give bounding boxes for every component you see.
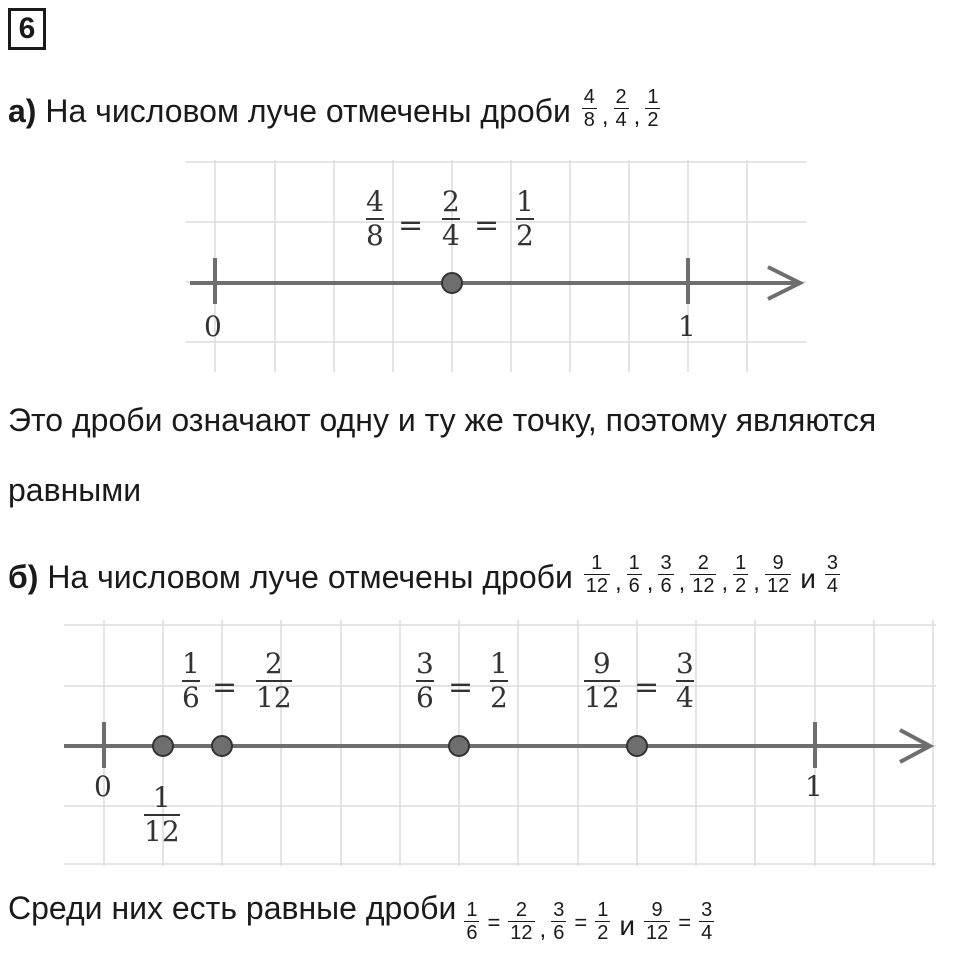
equal-sign: = (634, 670, 660, 705)
grid-a (186, 160, 806, 372)
fraction: 3 6 (660, 552, 672, 597)
diagram-b-fraction: 2 12 (256, 647, 292, 714)
separator: , (753, 569, 760, 596)
separator: , (678, 569, 686, 596)
conclusion-a-line1: Это дроби означают одну и ту же точку, поэтому являются (8, 402, 877, 438)
part-a-intro: На числовом луче отмечены дроби (36, 93, 571, 129)
separator: , (646, 569, 654, 596)
number-line-diagram-b (64, 620, 936, 868)
equal-sign: = (487, 910, 501, 935)
fraction: $\frac{2}{12}$ (510, 899, 533, 944)
fraction: 2 4 (615, 86, 627, 131)
fraction: 4 8 (583, 86, 595, 131)
fraction: $\frac{9}{12}$ (645, 899, 669, 944)
diagram-a-fraction: 4 8 (366, 185, 384, 252)
conclusion-b (8, 888, 716, 944)
diagram-b-fraction: 3 4 (676, 647, 694, 714)
diagram-b-fraction: 1 6 (182, 647, 200, 714)
fraction: 1 6 (628, 552, 640, 597)
zero-label-b: 0 (94, 770, 112, 803)
fraction: 1 2 (647, 86, 659, 131)
conclusion-a-line2: равными (8, 472, 142, 508)
diagram-b-below-fraction: 1 12 (144, 781, 180, 848)
fraction: $\frac{1}{2}$ (597, 899, 609, 944)
fraction: 1 12 (585, 552, 608, 597)
fraction: 9 12 (766, 552, 790, 597)
conclusion-b-text: Среди них есть равные дроби (8, 890, 457, 926)
separator: , (601, 103, 609, 130)
point-three-quarters (627, 736, 647, 756)
part-b-intro: На числовом луче отмечены дроби (38, 559, 573, 595)
equal-sign: = (448, 670, 474, 705)
part-b-label: б) (8, 559, 39, 595)
separator: , (633, 103, 641, 130)
fraction: 3 4 (826, 552, 838, 597)
number-line-a-svg (186, 160, 806, 375)
separator: , (721, 569, 729, 596)
number-line-diagram-a (186, 160, 806, 375)
one-label-b: 1 (805, 770, 823, 803)
diagram-b-fraction: 9 12 (584, 647, 620, 714)
part-a-label: а) (8, 93, 37, 129)
task-number-box: 6 (8, 8, 46, 50)
one-label-a: 1 (678, 310, 696, 343)
point-one-sixth (212, 736, 232, 756)
diagram-a-fraction: 2 4 (442, 185, 460, 252)
equal-sign: = (474, 208, 500, 243)
separator: , (614, 569, 622, 596)
part-b-fractions (582, 552, 842, 597)
fraction: $\frac{3}{4}$ (701, 899, 713, 944)
point-one-twelfth (153, 736, 173, 756)
zero-label-a: 0 (204, 310, 222, 343)
equal-sign: = (398, 208, 424, 243)
diagram-b-fraction: 1 2 (490, 647, 508, 714)
equal-sign: = (212, 670, 238, 705)
conjunction: и (800, 563, 816, 594)
part-a-heading (8, 86, 662, 131)
fraction: $\frac{1}{6}$ (466, 899, 478, 944)
point-one-half (449, 736, 469, 756)
part-b-heading (8, 552, 842, 597)
point-a-half (442, 273, 462, 293)
diagram-a-fraction: 1 2 (516, 185, 534, 252)
fraction: $\frac{3}{6}$ (553, 899, 565, 944)
equal-sign: = (574, 910, 588, 935)
conclusion-b-equalities (462, 899, 716, 944)
fraction: 1 2 (735, 552, 747, 597)
equal-sign: = (678, 910, 692, 935)
part-a-fractions (580, 86, 663, 131)
separator: , (539, 916, 547, 943)
fraction: 2 12 (692, 552, 715, 597)
conjunction: и (619, 910, 635, 941)
diagram-b-fraction: 3 6 (416, 647, 434, 714)
